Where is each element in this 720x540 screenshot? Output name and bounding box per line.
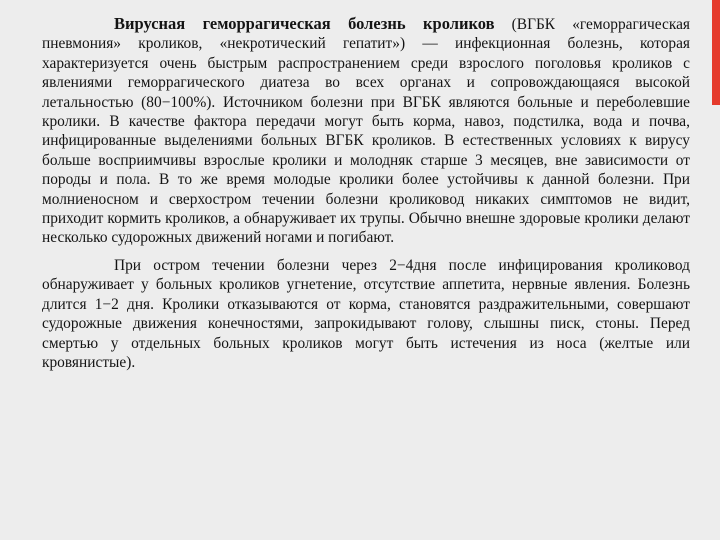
paragraph-acute-course: При остром течении болезни через 2−4дня после инфицирования кроликовод обнаруживает у больных кроликов угнетение, отсутствие аппетита, нервные явления. Болезнь длится 1−2 дня. Кролики отказываются от корма, становятся раздражительными, совершают судорожные движения конечностями, запрокидывают голову, слышны писк, стоны. Перед смертью у отдельных больных кроликов могут быть истечения из носа (желтые или кровянистые). (42, 256, 690, 371)
document-body (42, 14, 690, 372)
accent-bar (712, 0, 720, 105)
paragraph-intro (42, 14, 690, 248)
document-heading: Вирусная геморрагическая болезнь кроликов (114, 14, 495, 33)
paragraph-intro-text: (ВГБК «геморрагическая пневмония» кроликов, «некротический гепатит») — инфекционная болезнь, которая характеризуется очень быстрым распространением среди взрослого поголовья кроликов с явлениями геморрагического диатеза во всех органах и сопровождающаяся высокой летальностью (80−100%). Источником болезни при ВГБК являются больные и переболевшие кролики. В качестве фактора передачи могут быть корма, навоз, подстилка, вода и почва, инфицированные выделениями больных ВГБК кроликов. В естественных условиях к вирусу больше восприимчивы взрослые кролики и молодняк старше 3 месяцев, вне зависимости от породы и пола. В то же время молодые кролики более устойчивы к данной болезни. При молниеносном и сверхостром течении болезни кроликовод никаких симптомов не видит, приходит кормить кроликов, а обнаруживает их трупы. Обычно внешне здоровые кролики делают несколько судорожных движений ногами и погибают. (42, 16, 690, 247)
